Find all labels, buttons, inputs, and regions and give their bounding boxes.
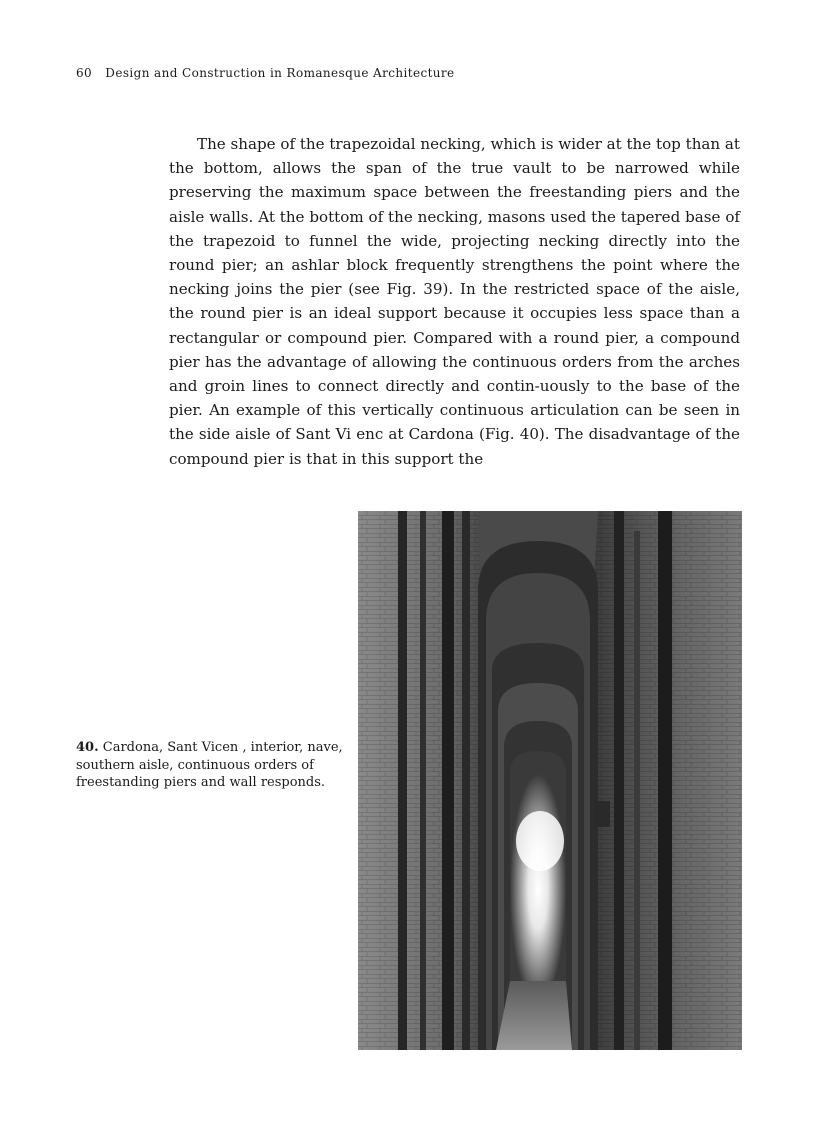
figure-number: 40.	[76, 740, 99, 755]
page-number: 60	[76, 66, 93, 80]
body-text	[169, 132, 740, 471]
figure-caption	[76, 739, 344, 792]
figure-photo	[358, 511, 742, 1050]
body-paragraph: The shape of the trapezoidal necking, which is wider at the top than at the bottom, allows the span of the true vault to be narrowed while preserving the maximum space between the freestanding piers and the aisle walls. At the bottom of the necking, masons used the tapered base of the trapezoid to funnel the wide, projecting necking directly into the round pier; an ashlar block frequently strengthens the point where the necking joins the pier (see Fig. 39). In the restricted space of the aisle, the round pier is an ideal support because it occupies less space than a rectangular or compound pier. Compared with a round pier, a compound pier has the advantage of allowing the continuous orders from the arches and groin lines to connect directly and contin-uously to the base of the pier. An example of this vertically continuous articulation can be seen in the side aisle of Sant Vi enc at Cardona (Fig. 40). The disadvantage of the compound pier is that in this support the	[169, 135, 740, 468]
running-head	[76, 66, 455, 80]
running-head-title: Design and Construction in Romanesque Architecture	[105, 66, 455, 80]
aisle-photo-illustration	[358, 511, 742, 1050]
figure-caption-text: Cardona, Sant Vicen , interior, nave, southern aisle, continuous orders of freestanding piers and wall responds.	[76, 740, 343, 790]
